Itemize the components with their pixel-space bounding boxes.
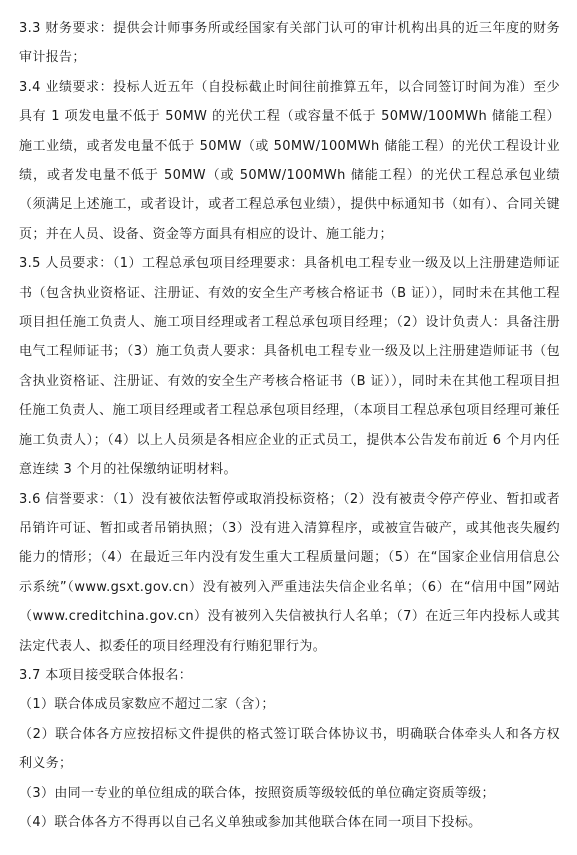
paragraph-3-5-personnel: 3.5 人员要求：（1）工程总承包项目经理要求：具备机电工程专业一级及以上注册建造师证书（包含执业资格证、注册证、有效的安全生产考核合格证书（B 证）），同时未在其他工程项目担任施工负责人、施工项目经理或者工程总承包项目经理；（2）设计负责人：具备注册电气工程师证书；（3）施工负责人要求：具备机电工程专业一级及以上注册建造师证书（包含执业资格证、注册证、有效的安全生产考核合格证书（B 证）），同时未在其他工程项目担任施工负责人、施工项目经理或者工程总承包项目经理，（本项目工程总承包项目经理可兼任施工负责人）；（4）以上人员须是各相应企业的正式员工，提供本公告发布前近 6 个月内任意连续 3 个月的社保缴纳证明材料。 [19,256,560,478]
paragraph-3-3-financial: 3.3 财务要求：提供会计师事务所或经国家有关部门认可的审计机构出具的近三年度的财务审计报告； [19,21,560,66]
consortium-item-2: （2）联合体各方应按招标文件提供的格式签订联合体协议书，明确联合体牵头人和各方权利义务； [19,726,560,772]
consortium-item-4: （4）联合体各方不得再以自己名义单独或参加其他联合体在同一项目下投标。 [19,814,482,830]
paragraph-3-6-credit: 3.6 信誉要求：（1）没有被依法暂停或取消投标资格；（2）没有被责令停产停业、暂扣或者吊销许可证、暂扣或者吊销执照；（3）没有进入清算程序，或被宣告破产，或其他丧失履约能力的情形；（4）在最近三年内没有发生重大工程质量问题；（5）在“国家企业信用信息公示系统”（www.gsxt.gov.cn）没有被列入严重违法失信企业名单；（6）在“信用中国”网站（www.creditchina.gov.cn）没有被列入失信被执行人名单；（7）在近三年内投标人或其法定代表人、拟委任的项目经理没有行贿犯罪行为。 [19,491,560,654]
consortium-item-1: （1）联合体成员家数应不超过二家（含）； [19,697,275,713]
paragraph-3-4-performance: 3.4 业绩要求：投标人近五年（自投标截止时间往前推算五年，以合同签订时间为准）至少具有 1 项发电量不低于 50MW 的光伏工程（或容量不低于 50MW/100MWh 储能工程）施工业绩，或者发电量不低于 50MW（或 50MW/100MWh 储能工程）的光伏工程设计业绩，或者发电量不低于 50MW（或 50MW/100MWh 储能工程）的光伏工程总承包业绩（须满足上述施工，或者设计，或者工程总承包业绩），提供中标通知书（如有）、合同关键页；并在人员、设备、资金等方面具有相应的设计、施工能力； [19,79,560,242]
paragraph-3-7-consortium: 3.7 本项目接受联合体报名： [19,667,193,683]
consortium-item-3: （3）由同一专业的单位组成的联合体，按照资质等级较低的单位确定资质等级； [19,785,495,801]
